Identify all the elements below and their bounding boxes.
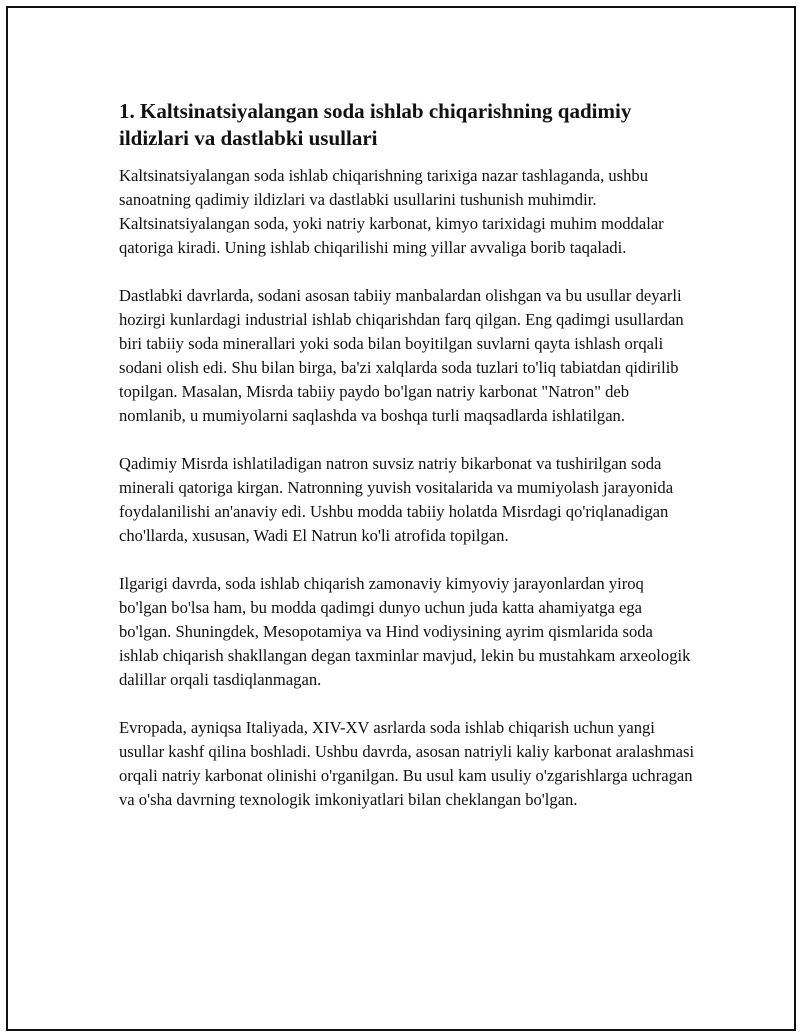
page-frame (6, 6, 796, 1031)
paragraph-5: Evropada, ayniqsa Italiyada, XIV-XV asrlarda soda ishlab chiqarish uchun yangi usullar kashf qilina boshladi. Ushbu davrda, asosan natriyli kaliy karbonat aralashmasi orqali natriy karbonat olinishi o'rganilgan. Bu usul kam usuliy o'zgarishlarga uchragan va o'sha davrning texnologik imkoniyatlari bilan cheklangan bo'lgan. (119, 718, 695, 809)
paragraph-4: Ilgarigi davrda, soda ishlab chiqarish zamonaviy kimyoviy jarayonlardan yiroq bo'lgan bo'lsa ham, bu modda qadimgi dunyo uchun juda katta ahamiyatga ega bo'lgan. Shuningdek, Mesopotamiya va Hind vodiysining ayrim qismlarida soda ishlab chiqarish shakllangan degan taxminlar mavjud, lekin bu mustahkam arxeologik dalillar orqali tasdiqlanmagan. (119, 574, 691, 689)
paragraph-1: Kaltsinatsiyalangan soda ishlab chiqarishning tarixiga nazar tashlaganda, ushbu sanoatning qadimiy ildizlari va dastlabki usullarini tushunish muhimdir. Kaltsinatsiyalangan soda, yoki natriy karbonat, kimyo tarixidagi muhim moddalar qatoriga kiradi. Uning ishlab chiqarilishi ming yillar avvaliga borib taqaladi. (119, 166, 664, 257)
paragraph-3: Qadimiy Misrda ishlatiladigan natron suvsiz natriy bikarbonat va tushirilgan soda minerali qatoriga kirgan. Natronning yuvish vositalarida va mumiyolash jarayonida foydalanilishi an'anaviy edi. Ushbu modda tabiiy holatda Misrdagi qo'riqlanadigan cho'llarda, xususan, Wadi El Natrun ko'li atrofida topilgan. (119, 454, 674, 545)
section-heading: 1. Kaltsinatsiyalangan soda ishlab chiqarishning qadimiy ildizlari va dastlabki usullari (119, 99, 632, 150)
document-body (119, 98, 695, 836)
paragraph-2: Dastlabki davrlarda, sodani asosan tabiiy manbalardan olishgan va bu usullar deyarli hozirgi kunlardagi industrial ishlab chiqarishdan farq qilgan. Eng qadimgi usullardan biri tabiiy soda minerallari yoki soda bilan boyitilgan suvlarni qayta ishlash orqali sodani olish edi. Shu bilan birga, ba'zi xalqlarda soda tuzlari to'liq tabiatdan qidirilib topilgan. Masalan, Misrda tabiiy paydo bo'lgan natriy karbonat "Natron" deb nomlanib, u mumiyolarni saqlashda va boshqa turli maqsadlarda ishlatilgan. (119, 286, 684, 425)
